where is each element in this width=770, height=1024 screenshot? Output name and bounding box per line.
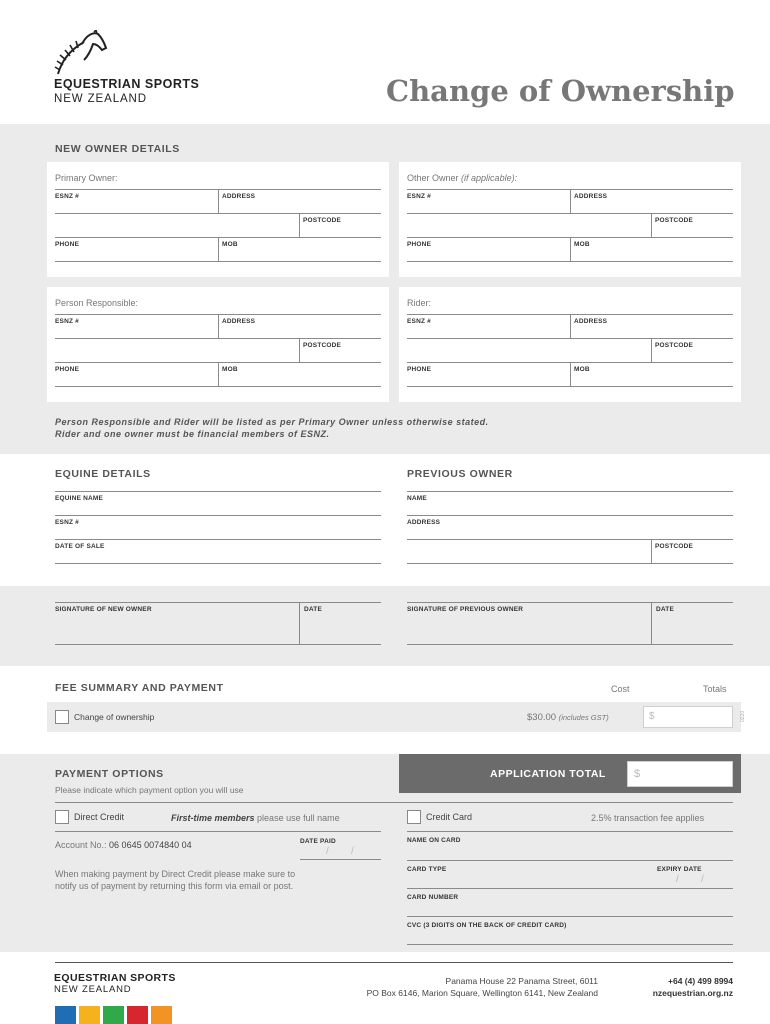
mob-label: MOB [574, 366, 590, 373]
card-type-field[interactable] [407, 888, 733, 889]
fee-item-label: Change of ownership [74, 712, 155, 722]
primary-owner-card [47, 162, 389, 277]
expiry-date-label: EXPIRY DATE [657, 866, 702, 873]
cvc-field[interactable] [407, 944, 733, 945]
esnz-field[interactable] [218, 189, 219, 213]
equine-details-section [0, 454, 385, 586]
date-of-sale-field[interactable] [55, 563, 381, 564]
section-title-new-owner: NEW OWNER DETAILS [55, 143, 180, 155]
fee-total-placeholder: $ [649, 711, 655, 722]
mob-label: MOB [574, 241, 590, 248]
name-on-card-label: NAME ON CARD [407, 837, 461, 844]
first-time-rest: please use full name [257, 813, 340, 823]
account-number [55, 840, 192, 850]
prev-postcode-field[interactable] [407, 563, 733, 564]
mob-field[interactable] [55, 386, 381, 387]
phone-field[interactable] [570, 237, 571, 261]
mob-field[interactable] [407, 386, 733, 387]
equine-esnz-field[interactable] [55, 539, 381, 540]
side-code: 0220 [740, 710, 746, 722]
footer-address [322, 976, 598, 999]
account-label: Account No.: [55, 840, 107, 850]
rider-card [399, 287, 741, 402]
footer-contact [613, 976, 733, 999]
owner-note [55, 416, 489, 440]
signature-new-owner-field[interactable] [55, 644, 381, 645]
first-time-bold: First-time members [171, 813, 255, 823]
fee-summary-section [0, 666, 770, 754]
address-field[interactable] [407, 338, 733, 339]
address-label: ADDRESS [222, 318, 256, 325]
mob-label: MOB [222, 241, 238, 248]
fee-item-cost [527, 712, 609, 723]
payment-section [0, 754, 770, 952]
address-field[interactable] [55, 338, 381, 339]
date-paid-separators: / / [326, 846, 354, 857]
mob-field[interactable] [55, 261, 381, 262]
color-swatches [55, 1006, 172, 1024]
rider-heading: Rider: [407, 298, 432, 308]
equine-name-label: EQUINE NAME [55, 495, 104, 502]
card-type-label: CARD TYPE [407, 866, 447, 873]
direct-credit-note [55, 868, 295, 892]
address-field[interactable] [407, 213, 733, 214]
card-number-field[interactable] [407, 916, 733, 917]
org-subname: NEW ZEALAND [54, 93, 147, 105]
credit-card-checkbox[interactable] [407, 810, 421, 824]
change-of-ownership-checkbox[interactable] [55, 710, 69, 724]
totals-header: Totals [703, 684, 727, 694]
org-name: EQUESTRIAN SPORTS [54, 77, 200, 91]
prev-name-label: NAME [407, 495, 427, 502]
date-paid-field[interactable] [300, 859, 381, 860]
color-swatch [55, 1006, 76, 1024]
application-total-label: APPLICATION TOTAL [490, 768, 606, 780]
name-on-card-field[interactable] [407, 860, 733, 861]
mob-label: MOB [222, 366, 238, 373]
direct-note-line-2: notify us of payment by returning this form via email or post. [55, 881, 294, 891]
footer-phone: +64 (4) 499 8994 [668, 976, 733, 986]
address-field[interactable] [55, 213, 381, 214]
color-swatch [151, 1006, 172, 1024]
postcode-label: POSTCODE [303, 217, 342, 224]
account-value: 06 0645 0074840 04 [109, 840, 192, 850]
application-total-bar [399, 754, 741, 793]
footer-address-line-2: PO Box 6146, Marion Square, Wellington 6141, New Zealand [366, 987, 598, 998]
prev-address-label: ADDRESS [407, 519, 441, 526]
phone-label: PHONE [407, 241, 432, 248]
expiry-date-separators: / / [676, 874, 704, 885]
prev-address-field[interactable] [407, 539, 733, 540]
person-responsible-heading: Person Responsible: [55, 298, 139, 308]
esnz-label: ESNZ # [55, 193, 79, 200]
signature-new-owner-label: SIGNATURE OF NEW OWNER [55, 606, 152, 613]
fee-cost-note: (includes GST) [558, 713, 609, 722]
direct-note-line-1: When making payment by Direct Credit please make sure to [55, 869, 296, 879]
address-label: ADDRESS [574, 318, 608, 325]
esnz-field[interactable] [218, 314, 219, 338]
owner-note-line-2: Rider and one owner must be financial members of ESNZ. [55, 429, 330, 439]
other-owner-note: (if applicable): [461, 173, 518, 183]
section-title-previous-owner: PREVIOUS OWNER [407, 468, 513, 480]
footer-org-subname: NEW ZEALAND [54, 984, 132, 995]
fee-cost-value: $30.00 [527, 712, 557, 723]
phone-label: PHONE [55, 241, 80, 248]
previous-owner-section [385, 454, 770, 586]
cvc-label: CVC (3 DIGITS ON THE BACK OF CREDIT CARD) [407, 922, 567, 929]
phone-label: PHONE [407, 366, 432, 373]
color-swatch [79, 1006, 100, 1024]
page-title: Change of Ownership [386, 74, 735, 108]
esnz-label: ESNZ # [407, 318, 431, 325]
person-responsible-card [47, 287, 389, 402]
other-owner-card [399, 162, 741, 277]
prev-name-field[interactable] [407, 515, 733, 516]
footer-website[interactable]: nzequestrian.org.nz [652, 987, 733, 998]
date-of-sale-label: DATE OF SALE [55, 543, 105, 550]
signature-previous-owner-label: SIGNATURE OF PREVIOUS OWNER [407, 606, 524, 613]
new-owner-section [0, 124, 770, 454]
transaction-fee-note: 2.5% transaction fee applies [591, 813, 705, 823]
section-title-payment: PAYMENT OPTIONS [55, 768, 164, 780]
cost-header: Cost [611, 684, 630, 694]
postcode-label: POSTCODE [655, 342, 694, 349]
card-number-label: CARD NUMBER [407, 894, 459, 901]
postcode-label: POSTCODE [655, 217, 694, 224]
equine-esnz-label: ESNZ # [55, 519, 79, 526]
section-title-equine: EQUINE DETAILS [55, 468, 151, 480]
direct-credit-label: Direct Credit [74, 812, 125, 822]
color-swatch [127, 1006, 148, 1024]
signatures-section [0, 586, 770, 666]
equine-name-field[interactable] [55, 515, 381, 516]
footer-org-name: EQUESTRIAN SPORTS [54, 972, 176, 984]
fee-row [47, 702, 741, 732]
footer-address-line-1: Panama House 22 Panama Street, 6011 [445, 976, 598, 986]
color-swatch [103, 1006, 124, 1024]
signature-new-owner-date-label: DATE [304, 606, 323, 613]
signature-previous-owner-date-label: DATE [656, 606, 675, 613]
credit-card-label: Credit Card [426, 812, 473, 822]
signature-previous-owner-field[interactable] [407, 644, 733, 645]
application-total-placeholder: $ [634, 768, 641, 780]
payment-instruction: Please indicate which payment option you will use [55, 785, 244, 795]
other-owner-label: Other Owner [407, 173, 459, 183]
fee-total-input[interactable] [643, 706, 733, 728]
esnz-field[interactable] [570, 314, 571, 338]
application-total-input[interactable] [627, 761, 733, 787]
org-logo [54, 30, 224, 110]
phone-field[interactable] [218, 362, 219, 386]
direct-credit-checkbox[interactable] [55, 810, 69, 824]
section-title-fee: FEE SUMMARY AND PAYMENT [55, 682, 224, 694]
address-label: ADDRESS [222, 193, 256, 200]
owner-note-line-1: Person Responsible and Rider will be listed as per Primary Owner unless otherwise stated. [55, 417, 489, 427]
postcode-label: POSTCODE [303, 342, 342, 349]
phone-field[interactable] [570, 362, 571, 386]
phone-label: PHONE [55, 366, 80, 373]
address-label: ADDRESS [574, 193, 608, 200]
mob-field[interactable] [407, 261, 733, 262]
phone-field[interactable] [218, 237, 219, 261]
footer-logo [54, 972, 176, 995]
date-paid-label: DATE PAID [300, 838, 336, 845]
esnz-label: ESNZ # [55, 318, 79, 325]
esnz-field[interactable] [570, 189, 571, 213]
other-owner-heading [407, 173, 517, 183]
primary-owner-heading: Primary Owner: [55, 173, 118, 183]
esnz-label: ESNZ # [407, 193, 431, 200]
horse-fern-icon [54, 30, 110, 78]
prev-postcode-label: POSTCODE [655, 543, 694, 550]
first-time-note [171, 813, 340, 823]
